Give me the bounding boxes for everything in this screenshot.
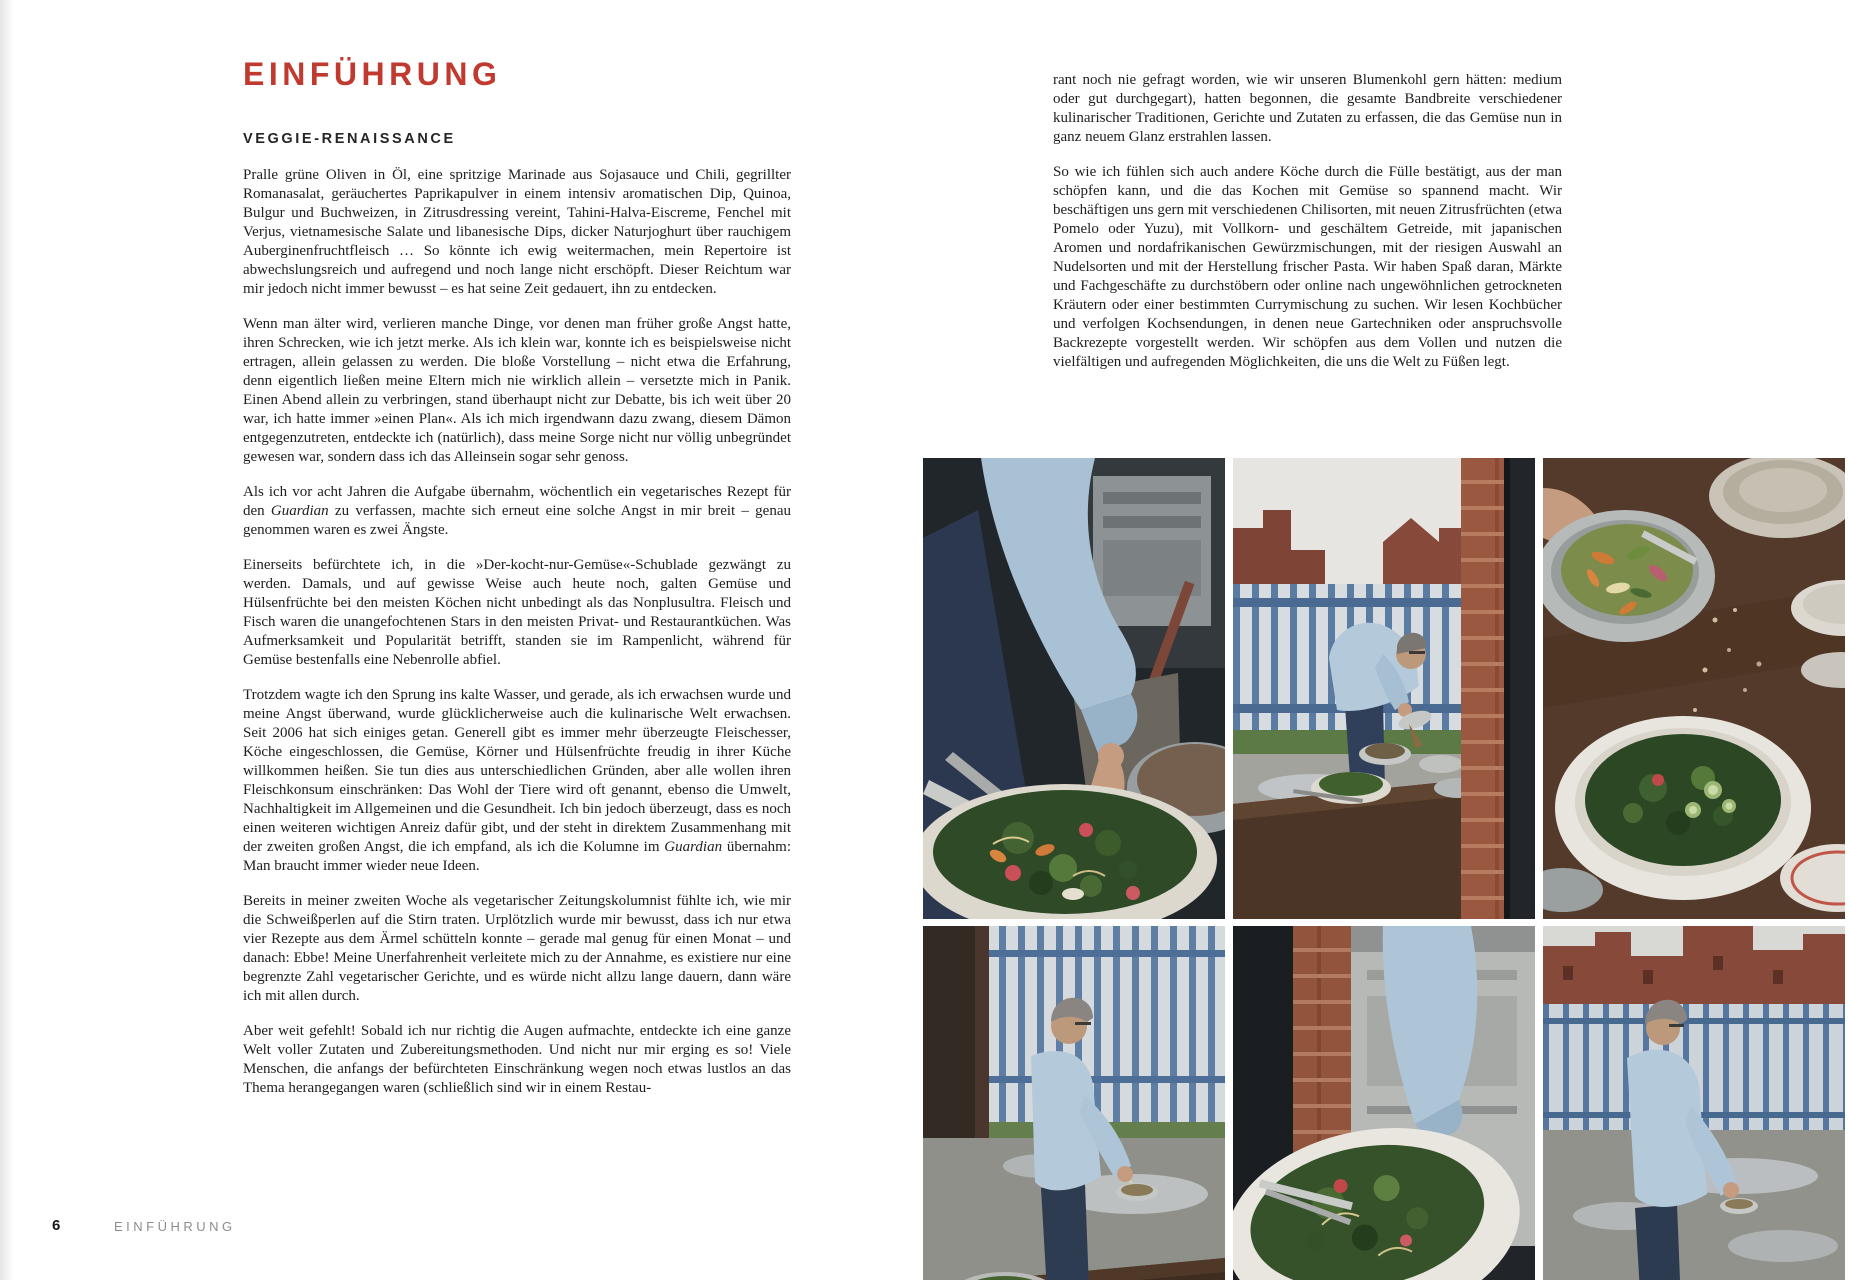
photo-illustration bbox=[923, 458, 1225, 919]
photo-illustration bbox=[1233, 458, 1535, 919]
chapter-title: EINFÜHRUNG bbox=[243, 56, 502, 92]
photo-illustration bbox=[1543, 926, 1845, 1280]
paragraph: Als ich vor acht Jahren die Aufgabe übernahm, wöchentlich ein vegetarisches Rezept für den Guardian zu verfassen, machte sich erneut eine solche Angst in mir breit – genau genommen waren es zwei Ängste. bbox=[243, 484, 791, 538]
photo-illustration bbox=[923, 926, 1225, 1280]
photo-grid bbox=[923, 458, 1845, 1280]
right-text-column bbox=[1053, 71, 1562, 372]
chapter-subtitle: VEGGIE-RENAISSANCE bbox=[243, 131, 456, 147]
paragraph: So wie ich fühlen sich auch andere Köche durch die Fülle bestätigt, aus der man schöpfen kann, und die das Kochen mit Gemüse so spannend macht. Wir beschäftigen uns gern mit verschiedenen Chilisorten, mit neuen Zitrusfrüchten (etwa Pomelo oder Yuzu), mit Vollkorn- und geschältem Getreide, mit japanischen Aromen und nordafrikanischen Gewürzmischungen, mit der riesigen Auswahl an Nudelsorten und mit der Herstellung frischer Pasta. Wir haben Spaß daran, Märkte und Fachgeschäfte zu durchstöbern oder online nach ungewöhnlichen getrockneten Kräutern oder einer bestimmten Currymischung zu suchen. Wir lesen Kochbücher und verfolgen Kochsendungen, in denen neue Gartechniken oder anspruchsvolle Backrezepte vorgestellt werden. Wir schöpfen aus dem Vollen und nutzen die vielfältigen und aufregenden Möglichkeiten, die uns die Welt zu Füßen legt. bbox=[1053, 164, 1562, 370]
paragraph: rant noch nie gefragt worden, wie wir unseren Blumenkohl gern hätten: medium oder gut durchgegart), hatten begonnen, die gesamte Bandbreite verschiedener kulinarischer Traditionen, Gerichte und Zutaten zu erfassen, die das Gemüse nun in ganz neuem Glanz erstrahlen lassen. bbox=[1053, 72, 1562, 145]
photo-man-pouring-at-table bbox=[1233, 458, 1535, 919]
photo-arm-holding-salad-bowl bbox=[1233, 926, 1535, 1280]
paragraph: Wenn man älter wird, verlieren manche Dinge, vor denen man früher große Angst hatte, ihren Schrecken, wie ich jetzt merke. Als ich klein war, konnte ich es beispielsweise nicht ertragen, allein gelassen zu werden. Die bloße Vorstellung – nicht etwa die Erfahrung, denn eigentlich ließen meine Eltern mich nie wirklich allein – versetzte mich in Panik. Einen Abend allein zu verbringen, stand überhaupt nicht zur Debatte, bis ich weit über 20 war, ich hatte immer »einen Plan«. Als ich mich irgendwann dazu zwang, diesem Dämon entgegenzutreten, entdeckte ich (natürlich), dass meine Sorge nicht nur völlig unbegründet gewesen war, sondern dass ich das Alleinsein sogar sehr genoss. bbox=[243, 316, 791, 465]
paragraph: Bereits in meiner zweiten Woche als vegetarischer Zeitungskolumnist fühlte ich, wie mir die Schweißperlen auf die Stirn traten. Urplötzlich wurde mir bewusst, dass ich nur etwa vier Rezepte aus dem Ärmel schütteln konnte – gerade mal genug für einen Monat – und danach: Ebbe! Meine Unerfahrenheit verleitete mich zu der Annahme, es existiere nur eine begrenzte Zahl vegetarischer Gerichte, und es würde nicht allzu lange dauern, dann wäre ich mit allen durch. bbox=[243, 893, 791, 1004]
section-label: EINFÜHRUNG bbox=[114, 1219, 236, 1234]
photo-tossing-salad-closeup bbox=[923, 458, 1225, 919]
page-number: 6 bbox=[52, 1217, 61, 1234]
paragraph: Trotzdem wagte ich den Sprung ins kalte Wasser, und gerade, als ich erwachsen wurde und meine Angst überwand, wurde glücklicherweise auch die kulinarische Welt erwachsen. Seit 2006 hat sich einiges getan. Generell gibt es immer mehr überzeugte Fleischesser, Köche eingeschlossen, die Gemüse, Körner und Hülsenfrüchte freudig in ihrer Küche willkommen heißen. Sie tun dies aus unterschiedlichen Gründen, aber alle wollen ihren Fleischkonsum einschränken: Das Wohl der Tiere wird oft genannt, ebenso die Umwelt, Nachhaltigkeit im Allgemeinen und die Gesundheit. Ich bin jedoch überzeugt, dass es noch einen weiteren wichtigen Anreiz dafür gibt, und der steht in direktem Zusammenhang mit der zweiten großen Angst, die ich empfand, als ich die Kolumne im Guardian übernahm: Man braucht immer wieder neue Ideen. bbox=[243, 687, 791, 874]
photo-illustration bbox=[1543, 458, 1845, 919]
page-edge-shadow bbox=[0, 0, 14, 1280]
photo-table-colander-salads bbox=[1543, 458, 1845, 919]
photo-man-seasoning-bowls bbox=[923, 926, 1225, 1280]
photo-man-plating-salad bbox=[1543, 926, 1845, 1280]
photo-illustration bbox=[1233, 926, 1535, 1280]
paragraph: Einerseits befürchtete ich, in die »Der-kocht-nur-Gemüse«-Schublade gezwängt zu werden. Damals, und auf gewisse Weise auch heute noch, galten Gemüse und Hülsenfrüchte bei den meisten Köchen nicht unbedingt als das Nonplusultra. Fleisch und Fisch waren die unangefochtenen Stars in den meisten Privat- und Restaurantküchen. Was Aufmerksamkeit und Popularität betrifft, standen sie im Rampenlicht, während für Gemüse bestenfalls eine Nebenrolle abfiel. bbox=[243, 557, 791, 668]
paragraph: Aber weit gefehlt! Sobald ich nur richtig die Augen aufmachte, entdeckte ich eine ganze Welt voller Zutaten und Zubereitungsmethoden. Und nicht nur mir erging es so! Viele Menschen, die anfangs der befürchteten Einschränkung wegen noch etwas lustlos an das Thema herangegangen waren (schließlich sind wir in einem Restau- bbox=[243, 1023, 791, 1096]
paragraph: Pralle grüne Oliven in Öl, eine spritzige Marinade aus Sojasauce und Chili, gegrillter Romanasalat, geräuchertes Paprikapulver in einem intensiv aromatischen Dip, Quinoa, Bulgur und Buchweizen, in Zitrusdressing vereint, Tahini-Halva-Eiscreme, Fenchel mit Verjus, vietnamesische Salate und libanesische Dips, dicker Naturjoghurt über rauchigem Auberginenfruchtfleisch … So könnte ich ewig weitermachen, mein Repertoire ist abwechslungsreich und aufregend und noch lange nicht erschöpft. Dieser Reichtum war mir jedoch nicht immer bewusst – es hat seine Zeit gedauert, ihn zu entdecken. bbox=[243, 167, 791, 297]
left-text-column bbox=[243, 166, 791, 1098]
